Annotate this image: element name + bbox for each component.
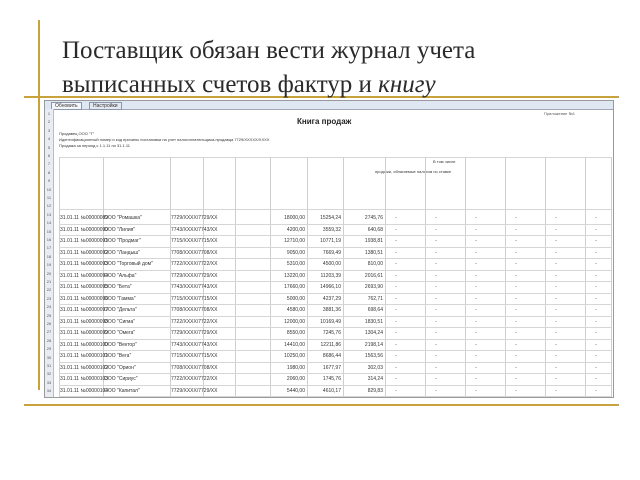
cell-tax-base: 7245,76	[322, 330, 341, 336]
cell-empty-dash: -	[515, 238, 517, 244]
cell-inn: 7708/XXXX/7708/XX	[171, 364, 218, 371]
row-number: 21	[46, 279, 52, 284]
header-group: В том числе	[433, 159, 456, 164]
cell-tax-base: 11203,39	[320, 272, 341, 279]
cell-empty-dash: -	[595, 341, 597, 348]
cell-empty-dash: -	[555, 226, 557, 233]
cell-empty-dash: -	[555, 272, 557, 279]
cell-empty-dash: -	[395, 295, 397, 302]
cell-empty-dash: -	[475, 353, 477, 359]
slide-title-line2-text: выписанных счетов фактур и	[62, 71, 379, 98]
cell-buyer: ООО "Альфа"	[104, 272, 137, 279]
row-divider	[59, 327, 611, 328]
header-top-line	[59, 157, 611, 158]
cell-empty-dash: -	[555, 341, 557, 348]
cell-amount: 18000,00	[284, 215, 305, 221]
row-divider	[59, 316, 611, 317]
row-number: 17	[46, 245, 52, 251]
cell-vat: 1830,51	[364, 318, 383, 325]
cell-empty-dash: -	[435, 387, 437, 394]
cell-empty-dash: -	[395, 341, 397, 348]
sheet-title: Книга продаж	[297, 117, 352, 126]
cell-empty-dash: -	[515, 272, 517, 279]
cell-empty-dash: -	[435, 376, 437, 382]
cell-vat: 314,24	[367, 376, 383, 382]
cell-empty-dash: -	[475, 215, 477, 221]
cell-buyer: ООО "Бета"	[104, 284, 132, 290]
row-number: 26	[46, 321, 52, 326]
cell-tax-base: 4610,17	[322, 387, 341, 394]
cell-empty-dash: -	[395, 272, 397, 279]
cell-empty-dash: -	[475, 330, 477, 336]
cell-empty-dash: -	[435, 226, 437, 233]
row-number: 9	[47, 178, 51, 184]
cell-amount: 12000,00	[284, 318, 305, 325]
cell-buyer: ООО "Капитал"	[104, 387, 140, 394]
spreadsheet-screenshot	[44, 100, 614, 398]
cell-empty-dash: -	[435, 284, 437, 290]
row-number: 1	[47, 111, 51, 116]
cell-empty-dash: -	[435, 261, 437, 267]
appendix-label: Приложение №1	[543, 111, 575, 116]
row-divider	[59, 304, 611, 305]
cell-buyer: ООО "Орион"	[104, 364, 136, 371]
cell-invoice-number: 31.01.11 №00000101	[60, 353, 109, 359]
cell-amount: 10250,00	[284, 353, 305, 359]
cell-empty-dash: -	[515, 387, 517, 394]
cell-inn: 7722/XXXX/7722/XX	[171, 318, 218, 325]
cell-empty-dash: -	[435, 341, 437, 348]
cell-invoice-number: 31.01.11 №00000095	[60, 284, 109, 290]
cell-invoice-number: 31.01.11 №00000093	[60, 261, 109, 267]
row-number: 3	[47, 127, 51, 133]
row-number: 12	[46, 203, 52, 209]
cell-amount: 13220,00	[284, 272, 305, 279]
tab-settings[interactable]: Настройки	[89, 102, 122, 110]
cell-vat: 2016,61	[364, 272, 383, 279]
row-number: 28	[46, 337, 52, 343]
row-divider	[59, 247, 611, 248]
row-number: 33	[46, 379, 52, 385]
cell-invoice-number: 31.01.11 №00000098	[60, 318, 109, 325]
cell-amount: 4200,00	[286, 226, 305, 233]
cell-empty-dash: -	[515, 341, 517, 348]
cell-empty-dash: -	[475, 307, 477, 313]
row-number: 25	[46, 312, 52, 318]
cell-amount: 17660,00	[284, 284, 305, 290]
cell-vat: 1304,24	[364, 330, 383, 336]
row-number: 24	[46, 304, 52, 310]
row-divider	[59, 396, 611, 397]
cell-tax-base: 4500,00	[322, 261, 341, 267]
cell-inn: 7722/XXXX/7722/XX	[171, 261, 218, 267]
cell-inn: 7743/XXXX/7743/XX	[171, 226, 218, 233]
cell-inn: 7729/XXXX/7729/XX	[171, 330, 218, 336]
row-number: 32	[46, 371, 52, 377]
cell-tax-base: 12211,86	[320, 341, 341, 348]
row-headers	[45, 109, 54, 397]
cell-empty-dash: -	[555, 295, 557, 302]
cell-amount: 1980,00	[286, 364, 305, 371]
cell-amount: 14410,00	[284, 341, 305, 348]
cell-inn: 7715/XXXX/7715/XX	[171, 353, 218, 359]
row-number: 22	[46, 287, 52, 293]
row-number: 8	[47, 169, 51, 175]
cell-vat: 829,83	[367, 387, 383, 394]
row-divider	[59, 235, 611, 236]
cell-inn: 7743/XXXX/7743/XX	[171, 341, 218, 348]
cell-empty-dash: -	[395, 249, 397, 256]
slide-title-line2	[62, 68, 622, 102]
row-divider	[59, 385, 611, 386]
cell-empty-dash: -	[595, 249, 597, 256]
cell-invoice-number: 31.01.11 №00000092	[60, 249, 109, 256]
cell-empty-dash: -	[475, 295, 477, 302]
cell-buyer: ООО "Вега"	[104, 353, 132, 359]
cell-empty-dash: -	[515, 261, 517, 267]
cell-empty-dash: -	[475, 272, 477, 279]
cell-empty-dash: -	[555, 307, 557, 313]
cell-buyer: ООО "Сириус"	[104, 376, 138, 382]
cell-vat: 1563,56	[364, 353, 383, 359]
cell-empty-dash: -	[595, 318, 597, 325]
row-number: 5	[47, 144, 51, 150]
cell-vat: 1380,51	[364, 249, 383, 256]
cell-tax-base: 10169,49	[320, 318, 341, 325]
cell-empty-dash: -	[515, 364, 517, 371]
cell-invoice-number: 31.01.11 №00000089	[60, 215, 109, 221]
cell-inn: 7729/XXXX/7729/XX	[171, 272, 218, 279]
cell-empty-dash: -	[395, 364, 397, 371]
cell-empty-dash: -	[595, 330, 597, 336]
row-divider	[59, 373, 611, 374]
cell-empty-dash: -	[595, 353, 597, 359]
cell-tax-base: 3559,32	[322, 226, 341, 233]
row-number: 14	[46, 220, 52, 226]
cell-empty-dash: -	[475, 376, 477, 382]
cell-vat: 1938,81	[364, 238, 383, 244]
cell-inn: 7722/XXXX/7722/XX	[171, 376, 218, 382]
cell-empty-dash: -	[555, 364, 557, 371]
cell-empty-dash: -	[555, 261, 557, 267]
row-divider	[59, 293, 611, 294]
cell-amount: 5000,00	[286, 295, 305, 302]
row-number: 13	[46, 211, 52, 217]
cell-invoice-number: 31.01.11 №00000091	[60, 238, 109, 244]
row-divider	[59, 224, 611, 225]
cell-inn: 7708/XXXX/7708/XX	[171, 249, 218, 256]
cell-amount: 12710,00	[284, 238, 305, 244]
row-divider	[59, 339, 611, 340]
cell-invoice-number: 31.01.11 №00000099	[60, 330, 109, 336]
cell-empty-dash: -	[435, 330, 437, 336]
decorative-vertical-bar	[38, 20, 40, 390]
cell-tax-base: 1745,76	[322, 376, 341, 382]
sheet-toolbar	[45, 101, 613, 110]
row-divider	[59, 350, 611, 351]
cell-inn: 7729/XXXX/7729/XX	[171, 215, 218, 221]
row-number: 18	[46, 253, 52, 259]
cell-empty-dash: -	[515, 295, 517, 302]
cell-buyer: ООО "Гамма"	[104, 295, 136, 302]
header-sub: продажи, облагаемые налогом по ставке	[375, 169, 452, 174]
cell-inn: 7708/XXXX/7708/XX	[171, 307, 218, 313]
cell-invoice-number: 31.01.11 №00000090	[60, 226, 109, 233]
cell-empty-dash: -	[595, 272, 597, 279]
row-number: 31	[46, 363, 52, 368]
row-number: 27	[46, 329, 52, 335]
cell-empty-dash: -	[515, 249, 517, 256]
cell-empty-dash: -	[595, 364, 597, 371]
row-number: 11	[46, 195, 52, 200]
cell-empty-dash: -	[395, 353, 397, 359]
row-number: 19	[46, 262, 52, 268]
cell-empty-dash: -	[475, 341, 477, 348]
cell-vat: 2745,76	[364, 215, 383, 221]
cell-empty-dash: -	[395, 376, 397, 382]
cell-tax-base: 10771,19	[320, 238, 341, 244]
cell-invoice-number: 31.01.11 №00000096	[60, 295, 109, 302]
meta-seller: Продавец ООО "Т"	[59, 131, 95, 136]
cell-empty-dash: -	[515, 318, 517, 325]
cell-empty-dash: -	[555, 353, 557, 359]
cell-empty-dash: -	[435, 364, 437, 371]
cell-invoice-number: 31.01.11 №00000102	[60, 364, 109, 371]
cell-empty-dash: -	[395, 330, 397, 336]
cell-empty-dash: -	[515, 226, 517, 233]
row-number: 30	[46, 354, 52, 360]
cell-empty-dash: -	[475, 261, 477, 267]
cell-vat: 810,00	[367, 261, 383, 267]
cell-amount: 5310,00	[286, 261, 305, 267]
cell-buyer: ООО "Сигма"	[104, 318, 136, 325]
cell-invoice-number: 31.01.11 №00000104	[60, 387, 109, 394]
row-number: 29	[46, 346, 52, 352]
meta-inn: Идентификационный номер и код причины постановки на учет налогоплательщика-продавца 7729/XXXXX/XXXX	[59, 137, 270, 142]
cell-vat: 2198,14	[364, 341, 383, 348]
cell-empty-dash: -	[595, 226, 597, 233]
row-number: 2	[47, 119, 51, 125]
column-divider	[611, 157, 612, 397]
cell-empty-dash: -	[435, 249, 437, 256]
header-bottom-line	[59, 209, 611, 210]
row-divider	[59, 258, 611, 259]
cell-buyer: ООО "Вектор"	[104, 341, 137, 348]
row-divider	[59, 362, 611, 363]
cell-empty-dash: -	[555, 387, 557, 394]
slide-title-line1: Поставщик обязан вести журнал учета	[62, 37, 476, 64]
cell-empty-dash: -	[395, 387, 397, 394]
cell-empty-dash: -	[595, 376, 597, 382]
cell-empty-dash: -	[555, 238, 557, 244]
cell-empty-dash: -	[395, 284, 397, 290]
cell-empty-dash: -	[395, 318, 397, 325]
row-number: 16	[46, 237, 52, 242]
cell-empty-dash: -	[395, 307, 397, 313]
cell-amount: 8550,00	[286, 330, 305, 336]
cell-vat: 640,68	[367, 226, 383, 233]
cell-empty-dash: -	[595, 215, 597, 221]
row-number: 7	[47, 161, 51, 167]
cell-vat: 302,03	[367, 364, 383, 371]
cell-empty-dash: -	[515, 307, 517, 313]
cell-empty-dash: -	[435, 295, 437, 302]
cell-empty-dash: -	[475, 238, 477, 244]
cell-vat: 2693,90	[364, 284, 383, 290]
slide-title-italic: книгу	[378, 71, 436, 98]
cell-amount: 2060,00	[286, 376, 305, 382]
meta-period: Продажа за период с 1.1.11 по 31.1.11	[59, 143, 131, 148]
cell-empty-dash: -	[435, 215, 437, 221]
cell-empty-dash: -	[555, 215, 557, 221]
cell-inn: 7715/XXXX/7715/XX	[171, 238, 218, 244]
cell-empty-dash: -	[395, 261, 397, 267]
cell-amount: 4580,00	[286, 307, 305, 313]
cell-empty-dash: -	[475, 284, 477, 290]
cell-empty-dash: -	[475, 364, 477, 371]
row-number: 10	[46, 186, 52, 192]
cell-empty-dash: -	[515, 215, 517, 221]
row-number: 34	[46, 388, 52, 394]
cell-empty-dash: -	[475, 249, 477, 256]
row-number: 15	[46, 228, 52, 234]
row-number: 4	[47, 136, 51, 142]
row-number: 6	[47, 153, 51, 158]
cell-empty-dash: -	[595, 238, 597, 244]
cell-empty-dash: -	[555, 318, 557, 325]
cell-empty-dash: -	[475, 318, 477, 325]
cell-empty-dash: -	[395, 226, 397, 233]
cell-tax-base: 8686,44	[322, 353, 341, 359]
row-number: 20	[46, 270, 52, 276]
cell-buyer: ООО "Лилия"	[104, 226, 136, 233]
cell-tax-base: 15254,24	[320, 215, 341, 221]
cell-tax-base: 14966,10	[320, 284, 341, 290]
cell-vat: 762,71	[367, 295, 383, 302]
row-divider	[59, 270, 611, 271]
decorative-bottom-bar	[24, 404, 619, 406]
cell-invoice-number: 31.01.11 №00000103	[60, 376, 109, 382]
row-number: 23	[46, 295, 52, 301]
cell-empty-dash: -	[555, 330, 557, 336]
cell-buyer: ООО "Ландыш"	[104, 249, 140, 256]
cell-buyer: ООО "Омега"	[104, 330, 136, 336]
cell-amount: 5440,00	[286, 387, 305, 394]
cell-empty-dash: -	[595, 284, 597, 290]
cell-empty-dash: -	[435, 353, 437, 359]
cell-empty-dash: -	[595, 261, 597, 267]
cell-tax-base: 1677,97	[322, 364, 341, 371]
cell-buyer: ООО "Продмаг"	[104, 238, 141, 244]
tab-refresh[interactable]: Обновить	[51, 102, 82, 110]
cell-empty-dash: -	[595, 307, 597, 313]
cell-empty-dash: -	[595, 387, 597, 394]
cell-empty-dash: -	[435, 318, 437, 325]
cell-empty-dash: -	[515, 330, 517, 336]
cell-empty-dash: -	[435, 238, 437, 244]
cell-empty-dash: -	[555, 376, 557, 382]
cell-tax-base: 7669,49	[322, 249, 341, 256]
cell-empty-dash: -	[595, 295, 597, 302]
cell-empty-dash: -	[395, 238, 397, 244]
cell-tax-base: 4237,29	[322, 295, 341, 302]
slide-title	[62, 34, 622, 102]
cell-buyer: ООО "Ромашка"	[104, 215, 142, 221]
cell-inn: 7743/XXXX/7743/XX	[171, 284, 218, 290]
cell-empty-dash: -	[515, 353, 517, 359]
cell-inn: 7715/XXXX/7715/XX	[171, 295, 218, 302]
cell-empty-dash: -	[435, 307, 437, 313]
cell-invoice-number: 31.01.11 №00000100	[60, 341, 109, 348]
cell-empty-dash: -	[555, 284, 557, 290]
cell-amount: 9050,00	[286, 249, 305, 256]
row-divider	[59, 281, 611, 282]
cell-empty-dash: -	[435, 272, 437, 279]
cell-inn: 7729/XXXX/7729/XX	[171, 387, 218, 394]
cell-empty-dash: -	[475, 387, 477, 394]
cell-empty-dash: -	[395, 215, 397, 221]
cell-buyer: ООО "Дельта"	[104, 307, 137, 313]
cell-invoice-number: 31.01.11 №00000094	[60, 272, 109, 279]
cell-empty-dash: -	[515, 376, 517, 382]
cell-invoice-number: 31.01.11 №00000097	[60, 307, 109, 313]
cell-empty-dash: -	[515, 284, 517, 290]
cell-buyer: ООО "Торговый дом"	[104, 261, 153, 267]
cell-tax-base: 3881,36	[322, 307, 341, 313]
cell-empty-dash: -	[475, 226, 477, 233]
cell-empty-dash: -	[555, 249, 557, 256]
cell-vat: 698,64	[367, 307, 383, 313]
